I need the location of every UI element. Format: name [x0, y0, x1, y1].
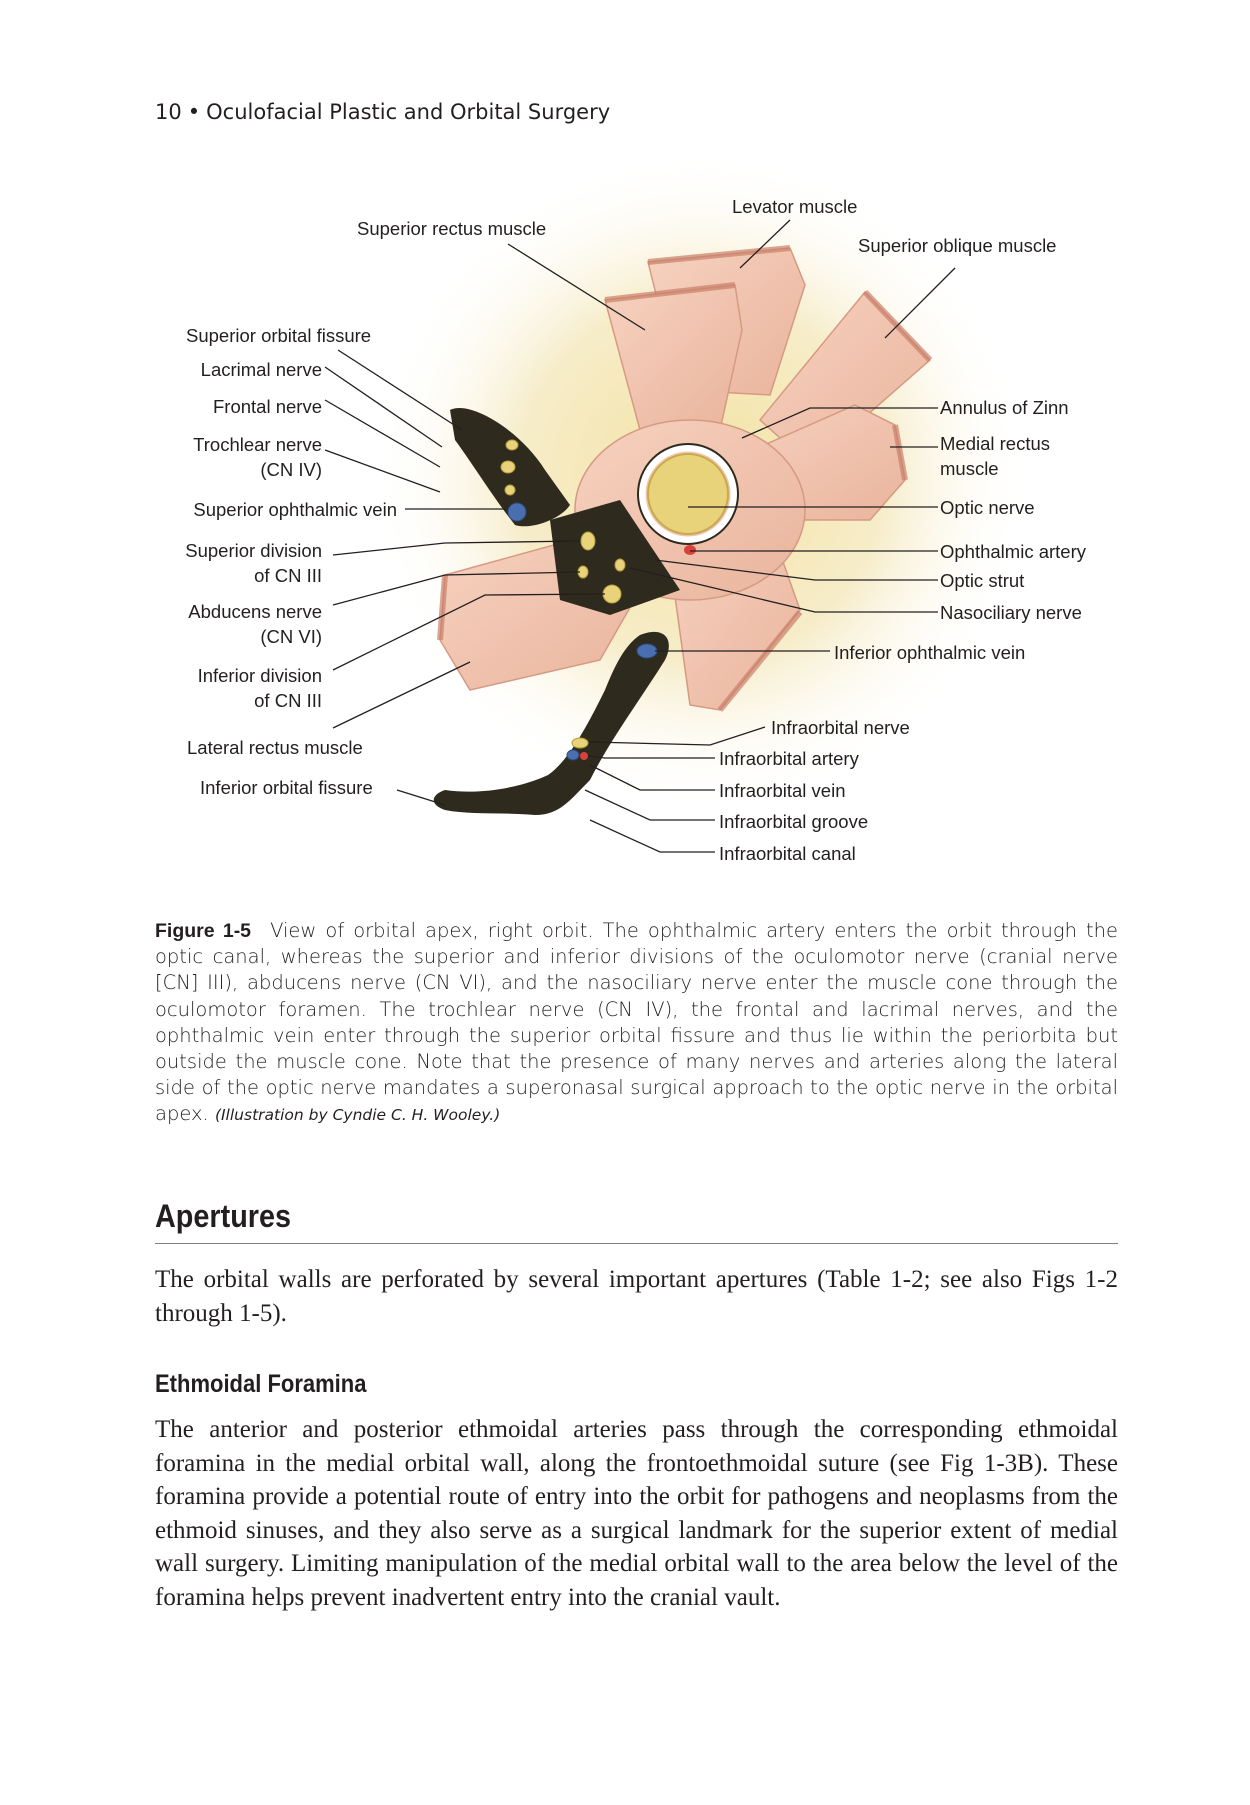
label-lateral-rectus-muscle: Lateral rectus muscle — [187, 737, 363, 758]
label-inferior-division: Inferior division — [197, 665, 322, 686]
label-superior-ophthalmic-vein: Superior ophthalmic vein — [193, 499, 397, 520]
label-medial-rectus: Medial rectus — [940, 433, 1051, 454]
bullet-separator: • — [187, 100, 201, 124]
orbital-apex-figure — [0, 0, 1250, 900]
label-lacrimal-nerve: Lacrimal nerve — [200, 359, 322, 380]
label-superior-orbital-fissure: Superior orbital fissure — [186, 325, 372, 346]
section-rule — [155, 1243, 1118, 1244]
label-infraorbital-canal: Infraorbital canal — [719, 843, 856, 864]
label-annulus-of-zinn: Annulus of Zinn — [940, 397, 1069, 418]
label-inferior-orbital-fissure: Inferior orbital fissure — [200, 777, 373, 798]
section-paragraph: The orbital walls are perforated by several important apertures (Table 1-2; see also Figs 1-2 through 1-5). — [155, 1266, 1118, 1327]
figure-label: Figure 1-5 — [155, 920, 252, 942]
optic-nerve-core — [648, 454, 728, 534]
label-superior-oblique-muscle: Superior oblique muscle — [858, 235, 1057, 256]
page-number: 10 — [155, 100, 182, 124]
label-infraorbital-nerve: Infraorbital nerve — [771, 717, 910, 738]
section-heading: Apertures — [155, 1198, 292, 1234]
label-inferior-division-cn: of CN III — [254, 690, 322, 711]
figure-caption — [155, 918, 1118, 1129]
subsection-heading: Ethmoidal Foramina — [155, 1370, 367, 1398]
label-infraorbital-vein: Infraorbital vein — [719, 780, 846, 801]
label-medial-rectus-muscle: muscle — [940, 458, 999, 479]
label-ophthalmic-artery: Ophthalmic artery — [940, 541, 1086, 562]
label-superior-rectus-muscle: Superior rectus muscle — [357, 218, 547, 239]
label-infraorbital-artery: Infraorbital artery — [719, 748, 859, 769]
label-infraorbital-groove: Infraorbital groove — [719, 811, 869, 832]
label-trochlear-nerve: Trochlear nerve — [193, 434, 322, 455]
label-inferior-ophthalmic-vein: Inferior ophthalmic vein — [834, 642, 1026, 663]
label-nasociliary-nerve: Nasociliary nerve — [940, 602, 1082, 623]
label-levator-muscle: Levator muscle — [732, 196, 858, 217]
caption-text: View of orbital apex, right orbit. The ophthalmic artery enters the orbit through the optic canal, whereas the superior and inferior divisions of the oculomotor nerve (cranial nerve [CN] III), abducens nerve (CN VI), and the nasociliary nerve enter the muscle cone through the oculomotor foramen. The trochlear nerve (CN IV), the frontal and lacrimal nerves, and the ophthalmic vein enter through the superior orbital fissure and thus lie within the periorbita but outside the muscle cone. Note that the presence of many nerves and arteries along the lateral side of the optic nerve mandates a superonasal surgical approach to the optic nerve in the orbital apex. — [155, 919, 1118, 1126]
caption-credit: (Illustration by Cyndie C. H. Wooley.) — [214, 1106, 501, 1125]
label-superior-division: Superior division — [185, 540, 322, 561]
label-frontal-nerve: Frontal nerve — [213, 396, 322, 417]
label-optic-strut: Optic strut — [940, 570, 1025, 591]
label-superior-division-cn: of CN III — [254, 565, 322, 586]
subsection-paragraph: The anterior and posterior ethmoidal arteries pass through the corresponding ethmoidal foramina in the medial orbital wall, along the frontoethmoidal suture (see Fig 1-3B). These foramina provide a potential route of entry into the orbit for pathogens and neoplasms from the ethmoid sinuses, and they also serve as a surgical landmark for the superior extent of medial wall surgery. Limiting manipulation of the medial orbital wall to the area below the level of the foramina helps prevent inadvertent entry into the cranial vault. — [155, 1416, 1118, 1611]
label-trochlear-nerve-cn: (CN IV) — [260, 459, 322, 480]
label-abducens-nerve-cn: (CN VI) — [260, 626, 322, 647]
label-optic-nerve: Optic nerve — [940, 497, 1035, 518]
orbital-apex-illustration — [0, 0, 1250, 900]
label-abducens-nerve: Abducens nerve — [188, 601, 322, 622]
book-title: Oculofacial Plastic and Orbital Surgery — [206, 100, 611, 124]
